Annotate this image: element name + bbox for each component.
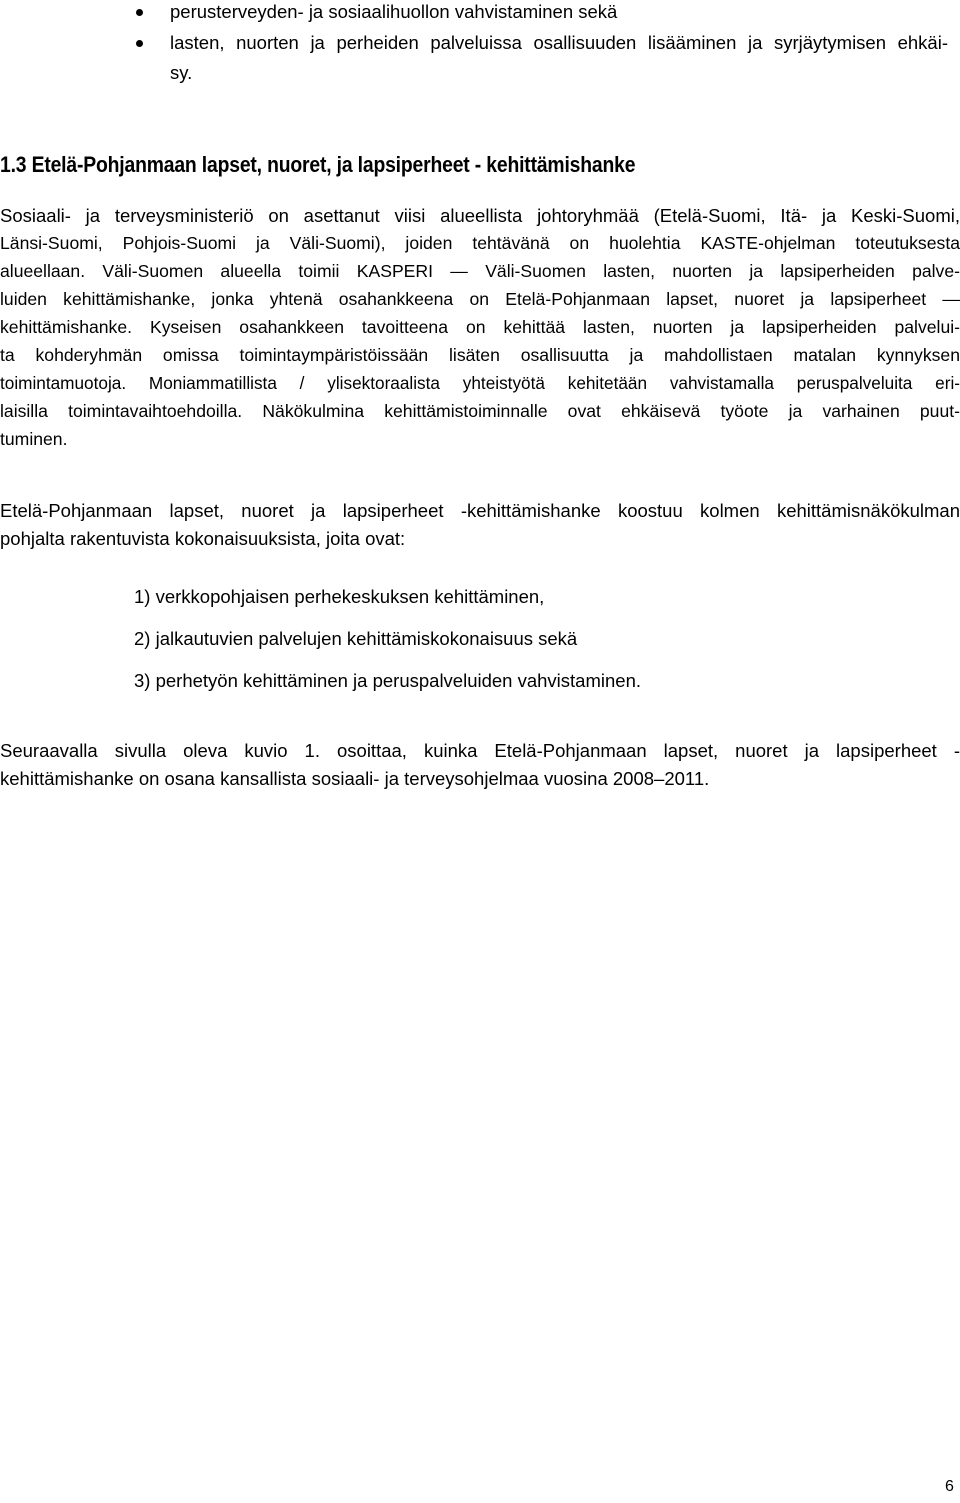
paragraph-line: alueellaan. Väli-Suomen alueella toimii KASPERI — Väli-Suomen lasten, nuorten ja lapsiperheiden palve- [0,261,960,281]
paragraph-line: kehittämishanke. Kyseisen osahankkeen tavoitteena on kehittää lasten, nuorten ja lapsiperheiden palvelui- [0,317,960,337]
section-heading: 1.3 Etelä-Pohjanmaan lapset, nuoret, ja lapsiperheet - kehittämishanke [0,152,636,177]
bullet-text: lasten, nuorten ja perheiden palveluissa osallisuuden lisääminen ja syrjäytymisen ehkäi- [170,32,948,53]
paragraph-line: kehittämishanke on osana kansallista sosiaali- ja terveysohjelmaa vuosina 2008–2011. [0,768,710,789]
paragraph-line: toimintamuotoja. Moniammatillista / ylisektoraalista yhteistyötä kehitetään vahvistamalla peruspalveluita eri- [0,373,960,393]
paragraph-line: Sosiaali- ja terveysministeriö on asettanut viisi alueellista johtoryhmää (Etelä-Suomi, Itä- ja Keski-Suomi, [0,205,960,226]
page-number: 6 [945,1478,954,1495]
bullet-icon [136,40,143,47]
bullet-text: perusterveyden- ja sosiaalihuollon vahvistaminen sekä [170,1,618,22]
paragraph-line: luiden kehittämishanke, jonka yhtenä osahankkeena on Etelä-Pohjanmaan lapset, nuoret ja lapsiperheet — [0,289,960,309]
paragraph-line: tuminen. [0,429,68,449]
paragraph-line: laisilla toimintavaihtoehdoilla. Näkökulmina kehittämistoiminnalle ovat ehkäisevä työote ja varhainen puut- [0,401,960,421]
paragraph-line: Länsi-Suomi, Pohjois-Suomi ja Väli-Suomi), joiden tehtävänä on huolehtia KASTE-ohjelman toteutuksesta [0,233,960,253]
paragraph-line: Etelä-Pohjanmaan lapset, nuoret ja lapsiperheet -kehittämishanke koostuu kolmen kehittämisnäkökulman [0,500,960,521]
list-item: 1) verkkopohjaisen perhekeskuksen kehittäminen, [134,586,545,607]
paragraph-line: pohjalta rakentuvista kokonaisuuksista, joita ovat: [0,528,406,549]
bullet-icon [136,9,143,16]
bullet-text-continued: sy. [170,62,193,83]
list-item: 2) jalkautuvien palvelujen kehittämiskokonaisuus sekä [134,628,578,649]
paragraph-line: ta kohderyhmän omissa toimintaympäristöissään lisäten osallisuutta ja mahdollistaen matalan kynnyksen [0,345,960,365]
paragraph-line: Seuraavalla sivulla oleva kuvio 1. osoittaa, kuinka Etelä-Pohjanmaan lapset, nuoret ja lapsiperheet - [0,740,960,761]
list-item: 3) perhetyön kehittäminen ja peruspalveluiden vahvistaminen. [134,670,641,691]
